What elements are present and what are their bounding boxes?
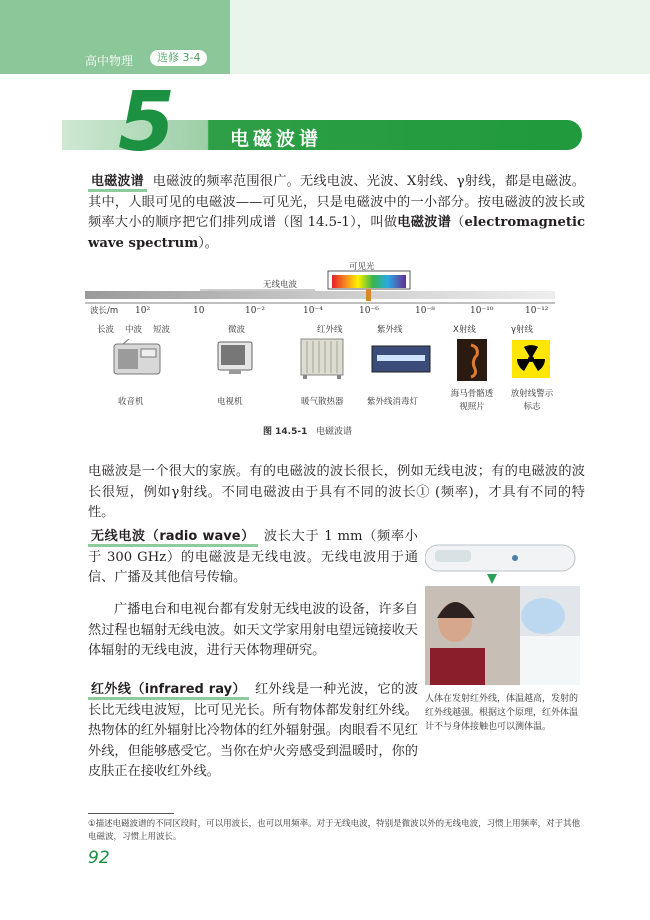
radio-wave-paragraph: 无线电波（radio wave） 波长大于 1 mm（频率小于 300 GHz）的电磁波是无线电波。无线电波用于通信、广播及其他信号传输。 <box>88 529 418 585</box>
broadcast-paragraph: 广播电台和电视台都有发射无线电波的设备，许多自然过程也辐射无线电波。如天文学家用射电望远镜接收天体辐射的无线电波，进行天体物理研究。 <box>88 602 418 658</box>
keyword-radio-wave: 无线电波（radio wave） <box>88 529 258 547</box>
label-radiation-sign: 放射线警示标志 <box>510 389 554 412</box>
intro-paragraph: 电磁波谱 电磁波的频率范围很广。无线电波、光波、X射线、γ射线，都是电磁波。其中，人眼可见的电磁波——可见光，只是电磁波中的一小部分。按电磁波的波长或频率大小的顺序把它们排列成谱（图 14.5-1），叫做电磁波谱（electromagnetic wave spectrum）。 <box>88 174 585 251</box>
footnote-divider <box>88 813 174 814</box>
tick-label: 10⁻⁶ <box>359 306 379 316</box>
band-microwave: 微波 <box>228 325 246 335</box>
photo-caption: 人体在发射红外线，体温越高，发射的红外线越强。根据这个原理，红外体温计不与身体接触也可以测体温。 <box>425 694 579 732</box>
label-uv-lamp: 紫外线消毒灯 <box>367 397 419 407</box>
tick-label: 10⁻¹² <box>525 306 549 316</box>
television-image <box>217 341 253 375</box>
volume-badge: 选修 3-4 <box>150 50 207 66</box>
visible-light-label: 可见光 <box>349 262 375 272</box>
page-header <box>0 0 650 74</box>
radio-wave-label: 无线电波 <box>263 280 298 290</box>
footnote: ①描述电磁波谱的不同区段时，可以用波长，也可以用频率。对于无线电波，特别是微波以外的无线电波，习惯上用频率，对于其他电磁波，习惯上用波长。 <box>88 819 581 842</box>
seahorse-xray-image <box>457 339 487 381</box>
family-paragraph: 电磁波是一个很大的家族。有的电磁波的波长很长，例如无线电波；有的电磁波的波长很短，例如γ射线。不同电磁波由于具有不同的波长① (频率)，才具有不同的特性。 <box>88 464 585 520</box>
band-ultraviolet: 紫外线 <box>377 325 403 335</box>
tick-label: 10⁻² <box>245 306 265 316</box>
radiation-warning-image <box>512 340 550 378</box>
band-xray: X射线 <box>453 325 476 335</box>
radio-image <box>113 339 161 377</box>
label-radiator: 暖气散热器 <box>301 397 344 407</box>
radiator-image <box>299 337 345 379</box>
band-infrared: 红外线 <box>317 325 343 335</box>
infrared-paragraph: 红外线（infrared ray） 红外线是一种光波，它的波长比无线电波短，比可见光长。所有物体都发射红外线。热物体的红外辐射比冷物体的红外辐射强。肉眼看不见红外线，但能够感受它。当你在炉火旁感受到温暖时，你的皮肤正在接收红外线。 <box>88 682 418 779</box>
tick-label: 10⁻¹⁰ <box>470 306 494 316</box>
uv-lamp-image <box>371 345 431 373</box>
tick-label: 10⁻⁸ <box>415 306 435 316</box>
section-number: 5 <box>118 75 176 170</box>
keyword-spectrum: 电磁波谱 <box>88 174 147 192</box>
figure-caption: 图 14.5-1 电磁波谱 <box>263 427 352 437</box>
page-number: 92 <box>88 848 110 868</box>
label-radio: 收音机 <box>118 397 144 407</box>
label-seahorse: 海马骨骼透视照片 <box>450 389 494 412</box>
band-long-wave: 长波 <box>97 325 115 335</box>
band-short-wave: 短波 <box>153 325 171 335</box>
keyword-infrared: 红外线（infrared ray） <box>88 682 249 700</box>
tick-label: 10² <box>135 306 151 316</box>
book-title: 高中物理 <box>85 54 134 68</box>
label-tv: 电视机 <box>217 397 243 407</box>
wavelength-axis-label: 波长/m <box>90 306 119 316</box>
band-gamma: γ射线 <box>511 325 534 335</box>
tick-label: 10⁻⁴ <box>303 306 323 316</box>
english-term: electromagnetic wave spectrum <box>88 215 585 251</box>
section-title: 电磁波谱 <box>230 128 323 150</box>
infrared-thermometer-photo <box>425 540 580 685</box>
band-medium-wave: 中波 <box>125 325 143 335</box>
tick-label: 10 <box>193 306 205 316</box>
figure-number: 图 14.5-1 <box>263 427 308 437</box>
header-light-block <box>230 0 650 74</box>
spectrum-figure <box>85 255 565 445</box>
